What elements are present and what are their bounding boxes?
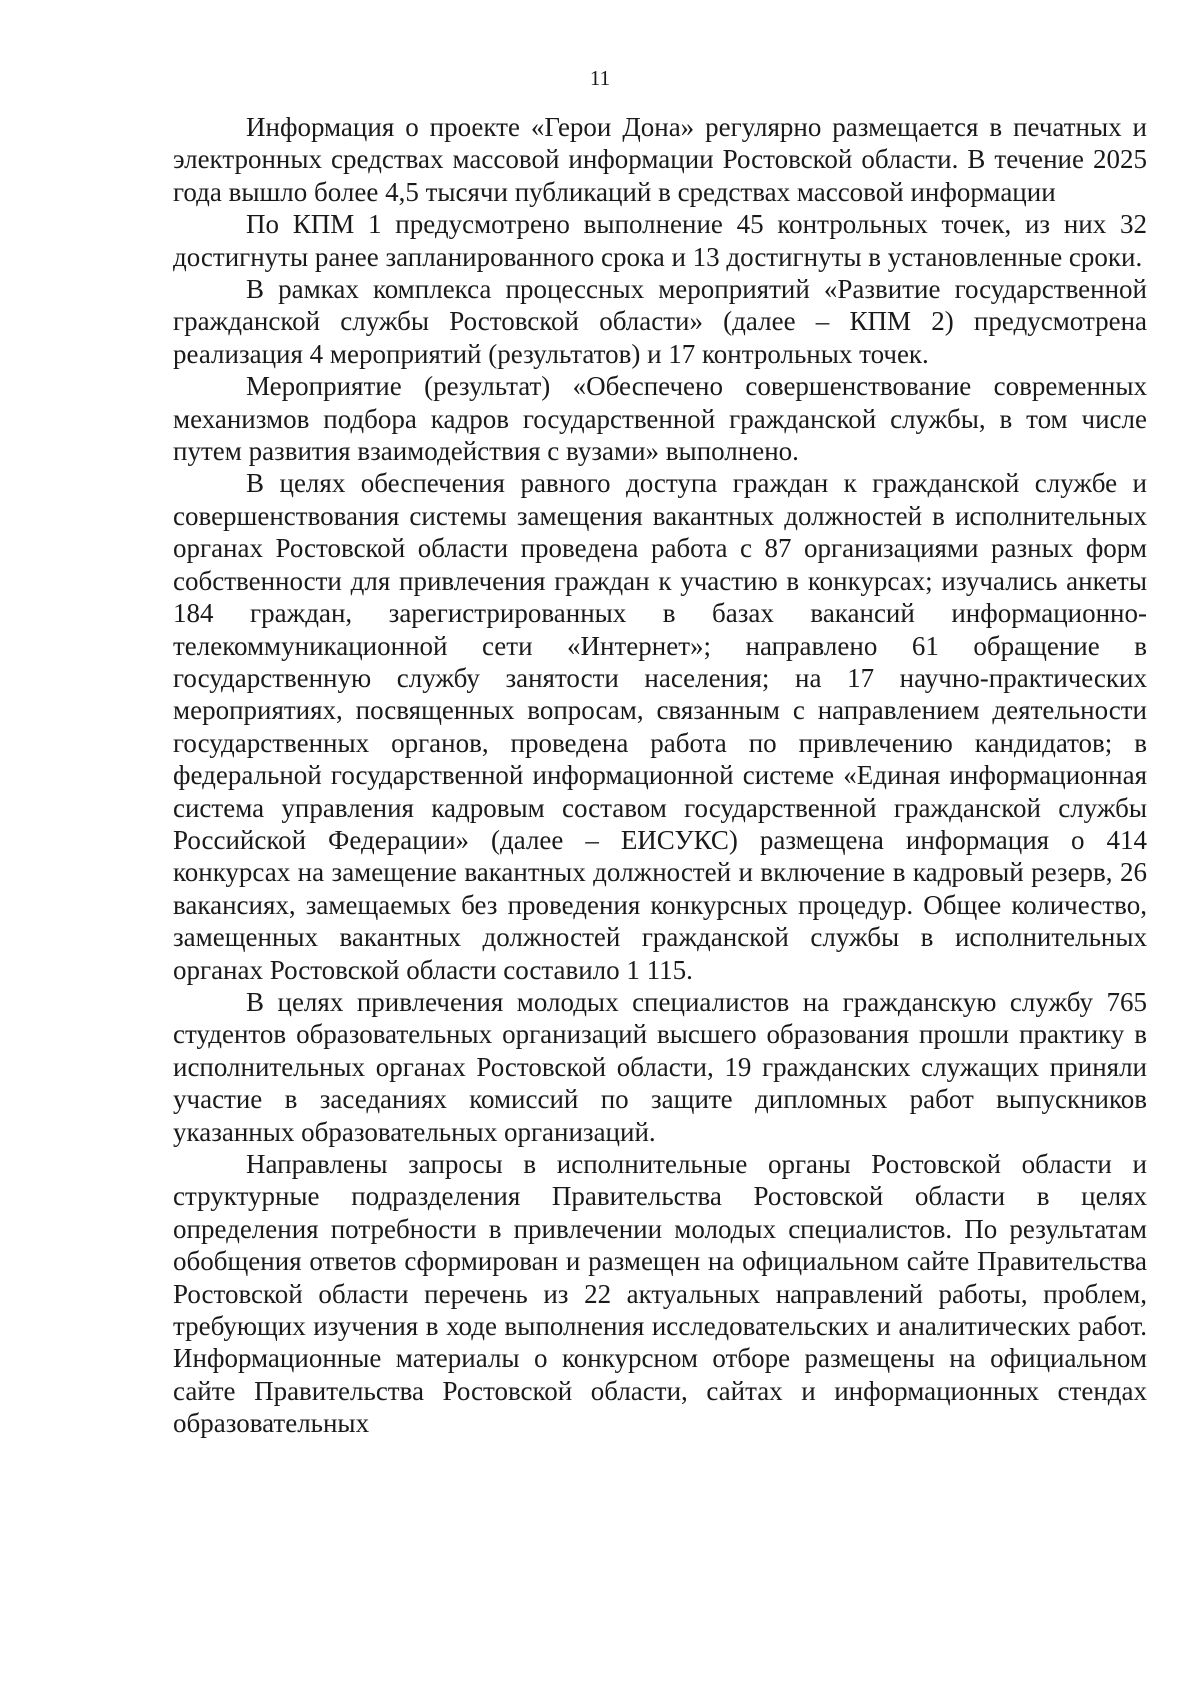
paragraph-kpm2-overview: В рамках комплекса процессных мероприятий «Развитие государственной гражданской службы Ростовской области» (далее – КПМ 2) предусмотрена реализация 4 мероприятий (результатов) и 17 контрольных точек. (173, 274, 1147, 369)
document-body (173, 111, 1147, 1440)
page-number: 11 (589, 66, 611, 90)
paragraph-equal-access: В целях обеспечения равного доступа граждан к гражданской службе и совершенствования системы замещения вакантных должностей в исполнительных органах Ростовской области проведена работа с 87 организациями разных форм собственности для привлечения граждан к участию в конкурсах; изучались анкеты 184 граждан, зарегистрированных в базах вакансий информационно-телекоммуникационной сети «Интернет»; направлено 61 обращение в государственную службу занятости населения; на 17 научно-практических мероприятиях, посвященных вопросам, связанным с направлением деятельности государственных органов, проведена работа по привлечению кандидатов; в федеральной государственной информационной системе «Единая информационная система управления кадровым составом государственной гражданской службы Российской Федерации» (далее – ЕИСУКС) размещена информация о 414 конкурсах на замещение вакантных должностей и включение в кадровый резерв, 26 вакансиях, замещаемых без проведения конкурсных процедур. Общее количество, замещенных вакантных должностей гражданской службы в исполнительных органах Ростовской области составило 1 115. (173, 468, 1147, 985)
paragraph-young-specialists: В целях привлечения молодых специалистов на гражданскую службу 765 студентов образовательных организаций высшего образования прошли практику в исполнительных органах Ростовской области, 19 гражданских служащих приняли участие в заседаниях комиссий по защите дипломных работ выпускников указанных образовательных организаций. (173, 986, 1147, 1147)
paragraph-kpm1-control-points: По КПМ 1 предусмотрено выполнение 45 контрольных точек, из них 32 достигнуты ранее запланированного срока и 13 достигнуты в установленные сроки. (173, 209, 1147, 272)
paragraph-heroes-of-don: Информация о проекте «Герои Дона» регулярно размещается в печатных и электронных средствах массовой информации Ростовской области. В течение 2025 года вышло более 4,5 тысячи публикаций в средствах массовой информации (173, 112, 1147, 207)
paragraph-recruitment-measure: Мероприятие (результат) «Обеспечено совершенствование современных механизмов подбора кадров государственной гражданской службы, в том числе путем развития взаимодействия с вузами» выполнено. (173, 371, 1147, 467)
paragraph-requests: Направлены запросы в исполнительные органы Ростовской области и структурные подразделения Правительства Ростовской области в целях определения потребности в привлечении молодых специалистов. По результатам обобщения ответов сформирован и размещен на официальном сайте Правительства Ростовской области перечень из 22 актуальных направлений работы, проблем, требующих изучения в ходе выполнения исследовательских и аналитических работ. Информационные материалы о конкурсном отборе размещены на официальном сайте Правительства Ростовской области, сайтах и информационных стендах образовательных (173, 1149, 1147, 1439)
